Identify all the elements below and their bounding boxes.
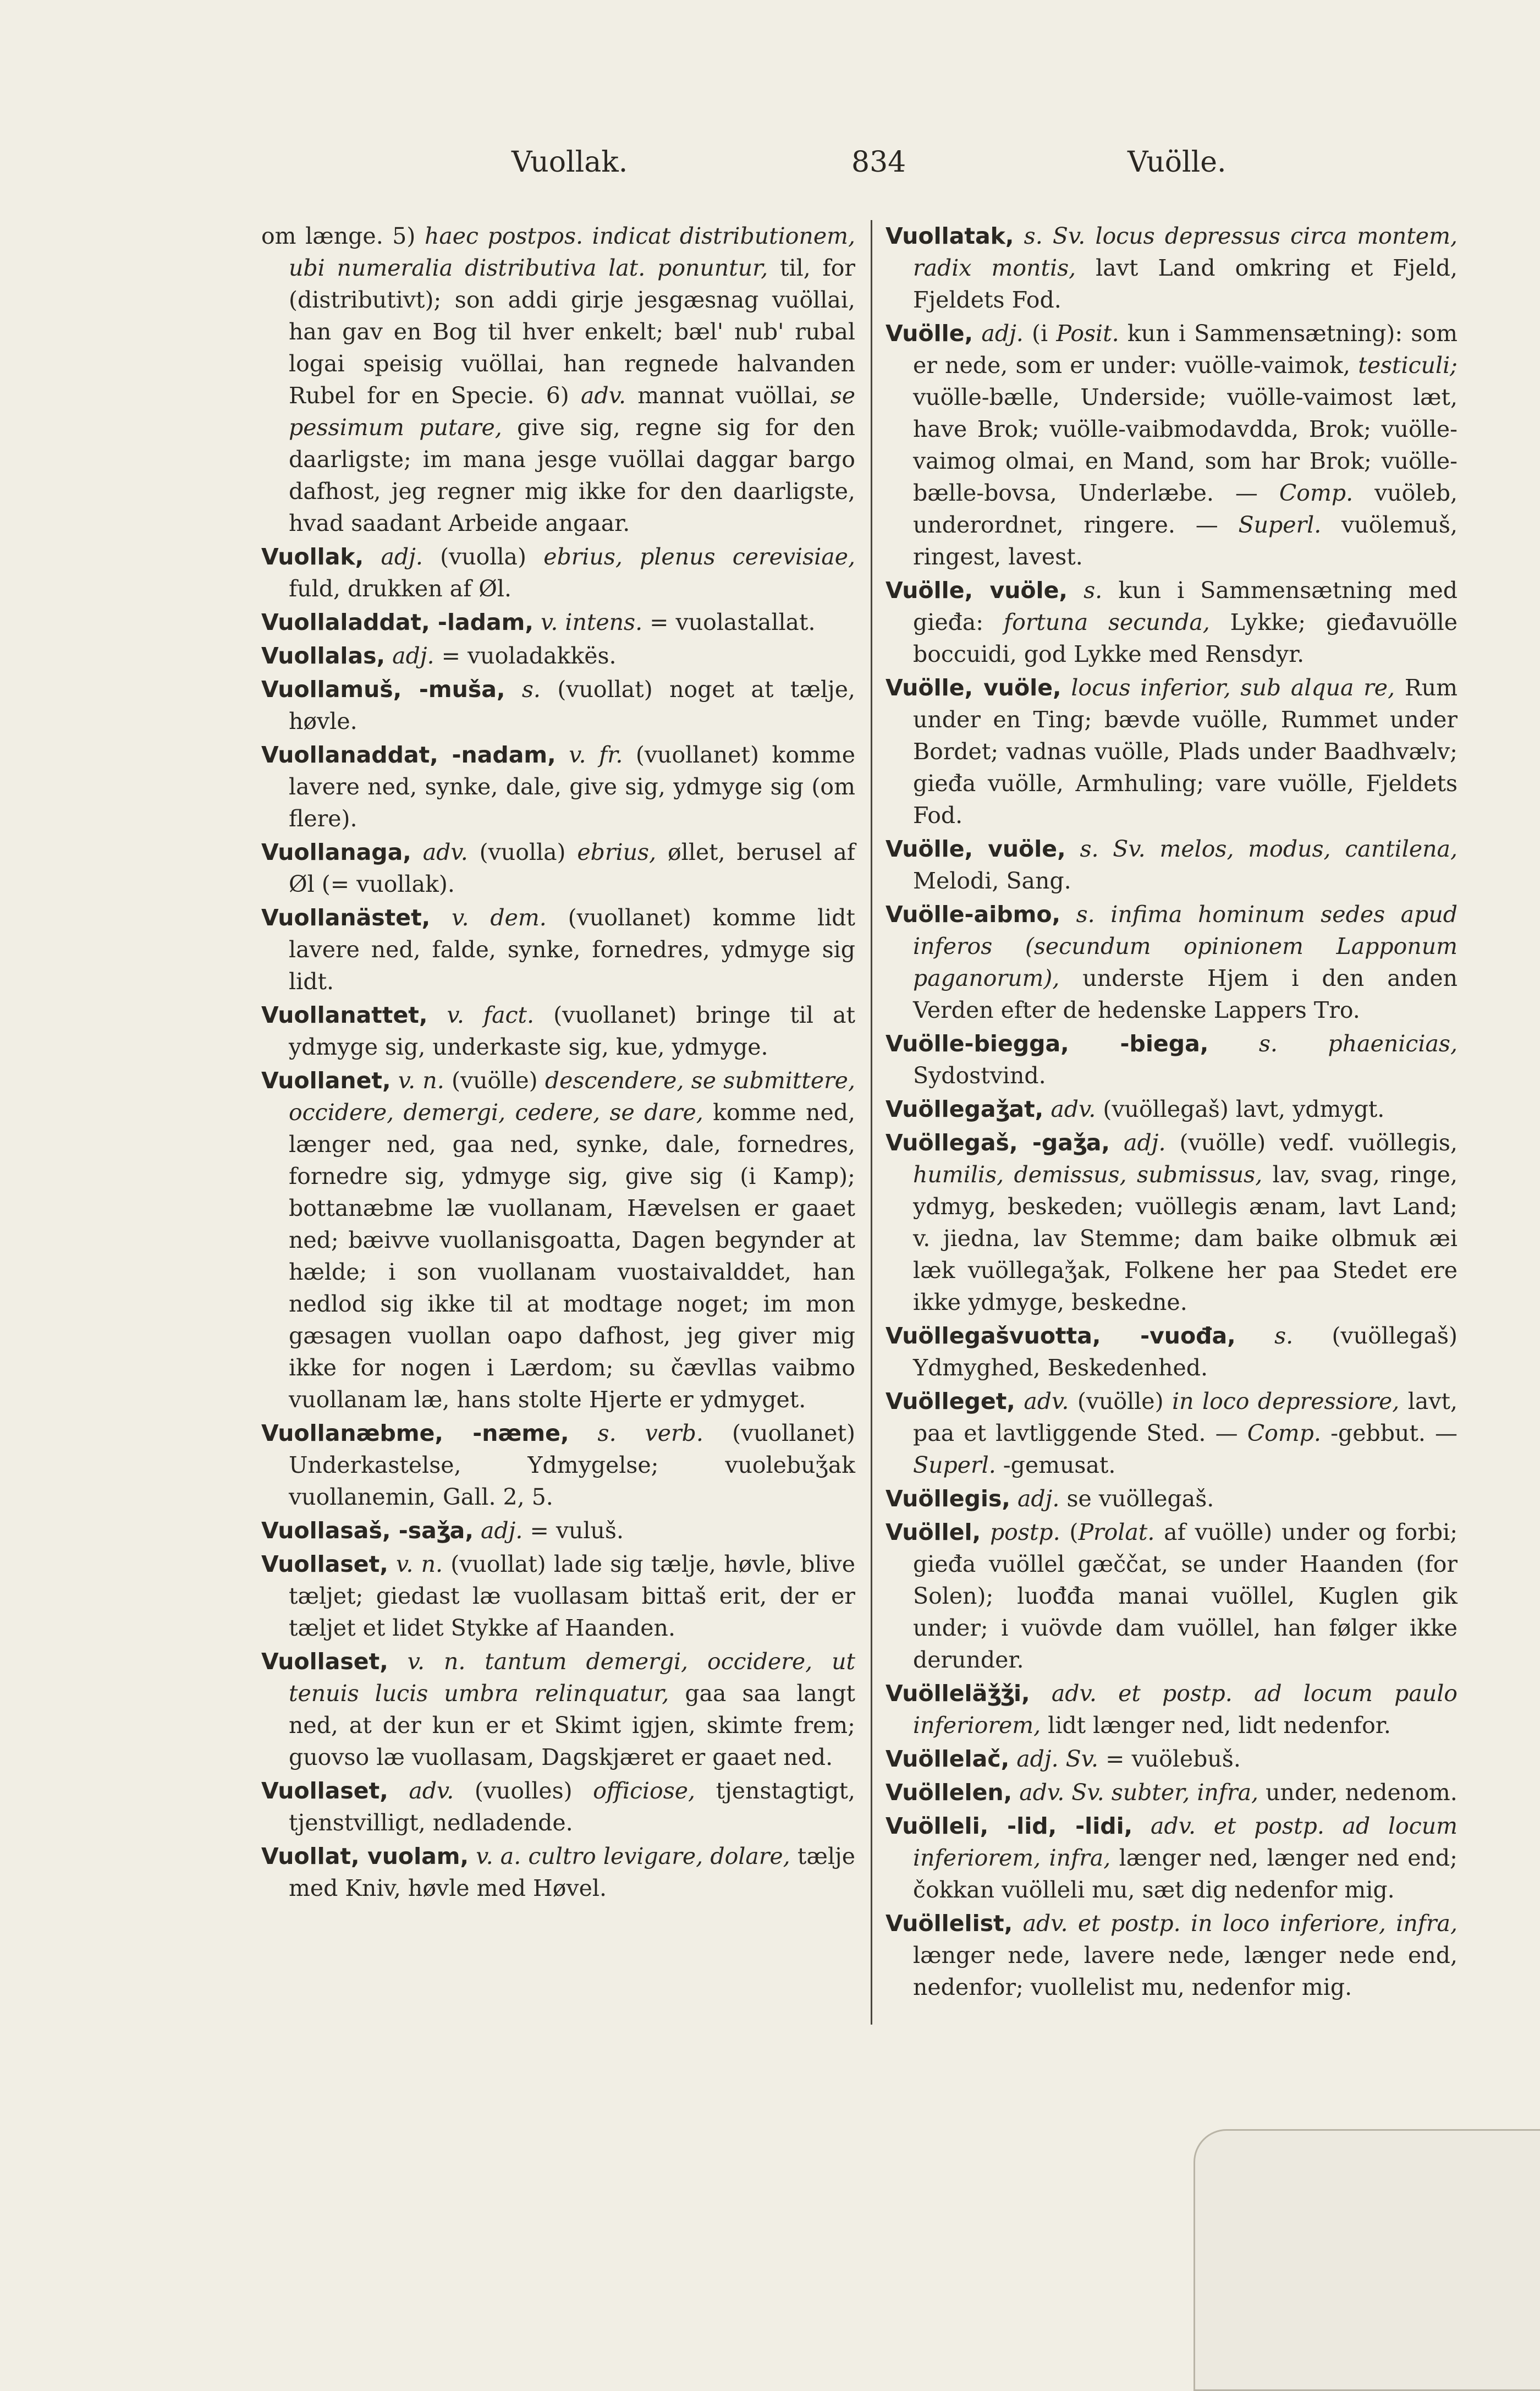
dictionary-entry <box>886 833 1458 897</box>
dictionary-entry <box>886 1810 1458 1906</box>
headword: Vuölle, vuöle, <box>886 674 1062 701</box>
page-number: 834 <box>851 146 906 179</box>
definition-text: om længe. 5) <box>261 223 425 249</box>
latin-gloss: s. <box>1274 1323 1294 1349</box>
left-column <box>261 220 855 1906</box>
latin-gloss: Prolat. <box>1078 1519 1155 1545</box>
headword: Vuöllel, <box>886 1519 981 1545</box>
definition-text: Melodi, Sang. <box>913 868 1071 894</box>
latin-gloss: adv. <box>1050 1096 1096 1122</box>
definition-text: (vuollanet) bringe til at ydmyge sig, underkaste sig, kue, ydmyge. <box>289 1002 855 1060</box>
latin-gloss: v. fr. <box>569 742 623 768</box>
headword: Vuollanæbme, -næme, <box>261 1420 569 1446</box>
latin-gloss: postp. <box>989 1519 1060 1545</box>
latin-gloss: in loco depressiore, <box>1172 1388 1400 1414</box>
definition-text: lavt, paa et lavtliggende Sted. — <box>913 1388 1458 1446</box>
definition-text: øllet, berusel af Øl (= vuollak). <box>289 839 855 897</box>
definition-text: = vuluš. <box>522 1517 624 1544</box>
definition-text: til, for (distributivt); son addi girje jesgæsnag vuöllai, han gav en Bog til hver enkelt; bæl' nub' rubal logai speisig vuöllai, han regnede halvanden Rubel for en Specie. 6) <box>289 255 855 409</box>
definition-text: tælje med Kniv, høvle med Høvel. <box>289 1843 855 1901</box>
definition-text: kun i Sammensætning): som er nede, som er under: vuölle-vaimok, <box>913 320 1458 379</box>
dictionary-entry <box>886 672 1458 831</box>
dictionary-entry <box>886 1776 1458 1808</box>
dictionary-entry <box>886 1516 1458 1676</box>
headword: Vuollaset, <box>261 1778 388 1804</box>
latin-gloss: v. intens. <box>541 609 643 635</box>
latin-gloss: ebrius, plenus cerevisiae, <box>543 544 855 570</box>
definition-text: (vuolla) <box>468 839 578 865</box>
headword: Vuöllegaǯat, <box>886 1096 1044 1122</box>
dictionary-entry <box>886 898 1458 1026</box>
headword: Vuöllegaš, -gaǯa, <box>886 1129 1110 1156</box>
dictionary-entry <box>261 1548 855 1644</box>
latin-gloss: s. <box>1084 577 1103 604</box>
latin-gloss: locus inferior, sub alqua re, <box>1071 674 1395 701</box>
definition-text: (i <box>1023 320 1057 347</box>
latin-gloss: v. fact. <box>447 1002 535 1028</box>
running-head-left: Vuollak. <box>512 146 628 179</box>
headword: Vuollaset, <box>261 1551 388 1577</box>
headword: Vuollaladdat, -ladam, <box>261 609 534 635</box>
headword: Vuölleli, -lid, -lidi, <box>886 1813 1133 1839</box>
headword: Vuollalas, <box>261 643 386 669</box>
headword: Vuölleget, <box>886 1388 1015 1414</box>
latin-gloss: adv. Sv. subter, infra, <box>1019 1779 1259 1806</box>
dictionary-entry <box>261 1515 855 1547</box>
dictionary-entry <box>261 606 855 638</box>
latin-gloss: adv. et postp. ad locum inferiorem, infra, <box>913 1813 1458 1871</box>
definition-text: Sydostvind. <box>913 1062 1046 1089</box>
definition-text: af vuölle) under og forbi; gieđa vuöllel gæččat, se under Haanden (for Solen); luođđa manai vuöllel, Kuglen gik under; i vuövde dam vuöllel, han følger ikke derunder. <box>913 1519 1458 1673</box>
definition-text: Lykke; gieđavuölle boccuidi, god Lykke med Rensdyr. <box>913 609 1458 667</box>
headword: Vuollanet, <box>261 1067 391 1094</box>
definition-text: ( <box>1060 1519 1079 1545</box>
definition-text: fuld, drukken af Øl. <box>289 575 512 602</box>
definition-text: gaa saa langt ned, at der kun er et Skimt igjen, skimte frem; guovso læ vuollasam, Dagskjæret er gaaet ned. <box>289 1680 856 1770</box>
definition-text: (vuölle) <box>444 1067 545 1094</box>
definition-text: længer ned, længer ned end; čokkan vuölleli mu, sæt dig nedenfor mig. <box>913 1845 1458 1903</box>
latin-gloss: v. n. tantum demergi, occidere, ut tenuis lucis umbra relinquatur, <box>289 1648 855 1707</box>
headword: Vuölle-biegga, -biega, <box>886 1030 1209 1057</box>
definition-text: -gebbut. — <box>1321 1420 1458 1446</box>
dictionary-entry <box>886 1127 1458 1318</box>
definition-text: (vuölle) <box>1069 1388 1173 1414</box>
latin-gloss: s. infima hominum sedes apud inferos (secundum opinionem Lapponum paganorum), <box>913 901 1458 991</box>
latin-gloss: adv. <box>580 382 626 409</box>
definition-text: Rum under en Ting; bævde vuölle, Rummet under Bordet; vadnas vuölle, Plads under Baadhvælv; gieđa vuölle, Armhuling; vare vuölle, Fjeldets Fod. <box>913 674 1458 829</box>
latin-gloss: s. <box>521 676 541 703</box>
dictionary-entry <box>261 902 855 997</box>
headword: Vuollanaddat, -nadam, <box>261 742 556 768</box>
definition-text: vuöleb, underordnet, ringere. — <box>913 480 1458 538</box>
latin-gloss: humilis, demissus, submissus, <box>913 1161 1263 1188</box>
latin-gloss: fortuna secunda, <box>1003 609 1210 635</box>
dictionary-entry <box>886 1320 1458 1384</box>
latin-gloss: officiose, <box>593 1778 696 1804</box>
running-head-right: Vuölle. <box>1128 146 1226 179</box>
dictionary-entry <box>261 836 855 900</box>
latin-gloss: adj. <box>981 320 1024 347</box>
definition-text: under, nedenom. <box>1258 1779 1458 1806</box>
latin-gloss: adj. <box>480 1517 523 1544</box>
latin-gloss: ebrius, <box>577 839 657 865</box>
dictionary-entry <box>261 1646 855 1773</box>
latin-gloss: s. Sv. locus depressus circa montem, radix montis, <box>913 223 1458 281</box>
column-divider <box>871 220 872 2025</box>
definition-text: (vuollanet) komme lidt lavere ned, falde, synke, fornedres, ydmyge sig lidt. <box>289 904 855 995</box>
headword: Vuölle, vuöle, <box>886 836 1066 862</box>
definition-text: underste Hjem i den anden Verden efter de hedenske Lappers Tro. <box>913 965 1458 1023</box>
latin-gloss: adj. Sv. <box>1016 1746 1099 1772</box>
dictionary-entry <box>886 1677 1458 1741</box>
definition-text: -gemusat. <box>996 1452 1116 1478</box>
dictionary-entry <box>886 574 1458 670</box>
headword: Vuollanaga, <box>261 839 411 865</box>
definition-text: vuölle-bælle, Underside; vuölle-vaimost læt, have Brok; vuölle-vaibmodavdda, Brok; vuölle-vaimog olmai, en Mand, som har Brok; vuölle-bælle-bovsa, Underlæbe. — <box>913 384 1458 506</box>
headword: Vuöllegašvuotta, -vuođa, <box>886 1323 1236 1349</box>
definition-text: (vuollanet) komme lavere ned, synke, dale, give sig, ydmyge sig (om flere). <box>289 742 855 832</box>
latin-gloss: adv. et postp. in loco inferiore, infra, <box>1022 1910 1458 1937</box>
headword: Vuöllelen, <box>886 1779 1013 1806</box>
latin-gloss: v. n. <box>398 1067 444 1094</box>
latin-gloss: descendere, se submittere, occidere, demergi, cedere, se dare, <box>289 1067 855 1126</box>
headword: Vuölle-aibmo, <box>886 901 1061 928</box>
definition-text: (vuollat) lade sig tælje, høvle, blive tæljet; giedast læ vuollasam bittaš erit, der er tæljet et lidet Stykke af Haanden. <box>289 1551 855 1641</box>
definition-text: lidt længer ned, lidt nedenfor. <box>1041 1712 1391 1739</box>
definition-text: (vuolla) <box>422 544 544 570</box>
latin-gloss: adv. <box>422 839 468 865</box>
headword: Vuollatak, <box>886 223 1014 249</box>
dictionary-entry <box>261 1417 855 1513</box>
definition-text: lavt Land omkring et Fjeld, Fjeldets Fod. <box>913 255 1458 313</box>
latin-gloss: s. Sv. melos, modus, cantilena, <box>1080 836 1458 862</box>
dictionary-entry <box>261 541 855 605</box>
latin-gloss: testiculi; <box>1358 352 1458 379</box>
latin-gloss: v. n. <box>396 1551 443 1577</box>
headword: Vuöllegis, <box>886 1485 1010 1512</box>
latin-gloss: se pessimum putare, <box>289 382 855 441</box>
definition-text: (vuöllegaš) lavt, ydmygt. <box>1096 1096 1385 1122</box>
definition-text: kun i Sammensætning med gieđa: <box>913 577 1458 635</box>
definition-text: (vuolles) <box>454 1778 593 1804</box>
latin-gloss: Posit. <box>1056 320 1119 347</box>
headword: Vuölle, <box>886 320 974 347</box>
headword: Vuollanattet, <box>261 1002 428 1028</box>
latin-gloss: s. verb. <box>597 1420 703 1446</box>
latin-gloss: v. dem. <box>452 904 547 931</box>
latin-gloss: Superl. <box>913 1452 996 1478</box>
latin-gloss: adj. <box>1124 1129 1166 1156</box>
dictionary-entry <box>886 220 1458 316</box>
definition-text: (vuollat) noget at tælje, høvle. <box>289 676 855 734</box>
dictionary-entry <box>261 640 855 672</box>
right-column <box>886 220 1458 2005</box>
latin-gloss: haec postpos. indicat distributionem, ubi numeralia distributiva lat. ponuntur, <box>289 223 855 281</box>
headword: Vuollat, vuolam, <box>261 1843 469 1869</box>
headword: Vuöllelač, <box>886 1746 1010 1772</box>
dictionary-entry <box>886 1907 1458 2003</box>
headword: Vuöllelist, <box>886 1910 1013 1937</box>
definition-text: = vuoladakkës. <box>434 643 617 669</box>
headword: Vuollasaš, -saǯa, <box>261 1517 474 1544</box>
definition-text: lav, svag, ringe, ydmyg, beskeden; vuöllegis ænam, lavt Land; v. jiedna, lav Stemme; dam baike olbmuk æi læk vuöllegaǯak, Folkene her paa Stedet ere ikke ydmyge, beskedne. <box>913 1161 1458 1315</box>
headword: Vuölle, vuöle, <box>886 577 1068 604</box>
dictionary-entry <box>886 317 1458 573</box>
definition-text: = vuölebuš. <box>1098 1746 1241 1772</box>
dictionary-entry <box>886 1093 1458 1125</box>
dictionary-entry <box>261 673 855 737</box>
latin-gloss: Comp. <box>1247 1420 1321 1446</box>
definition-text: (vuöllegaš) Ydmyghed, Beskedenhed. <box>913 1323 1458 1381</box>
dictionary-entry <box>886 1743 1458 1775</box>
definition-text: komme ned, længer ned, gaa ned, synke, dale, fornedres, fornedre sig, ydmyge sig, give sig (i Kamp); bottanæbme læ vuollanam, Hævelsen er gaaet ned; bæivve vuollanisgoatta, Dagen begynder at hælde; i son vuollanam vuostaivalddet, han nedlod sig ikke til at modtage noget; im mon gæsagen vuollan oapo dafhost, jeg giver mig ikke for nogen i Lærdom; su čævllas vaibmo vuollanam læ, hans stolte Hjerte er ydmyget. <box>289 1099 855 1413</box>
dictionary-entry <box>261 999 855 1063</box>
headword: Vuollanästet, <box>261 904 431 931</box>
headword: Vuollak, <box>261 544 364 570</box>
latin-gloss: adv. et postp. ad locum paulo inferiorem, <box>913 1680 1458 1739</box>
latin-gloss: adj. <box>392 643 435 669</box>
latin-gloss: adj. <box>381 544 423 570</box>
dictionary-entry <box>261 1065 855 1416</box>
headword: Vuollamuš, -muša, <box>261 676 505 703</box>
dictionary-entry <box>886 1483 1458 1515</box>
dictionary-entry <box>886 1385 1458 1481</box>
latin-gloss: Superl. <box>1238 512 1322 538</box>
dictionary-entry <box>261 1775 855 1839</box>
dictionary-entry <box>261 220 855 539</box>
latin-gloss: adv. <box>409 1778 454 1804</box>
latin-gloss: v. a. cultro levigare, dolare, <box>476 1843 790 1869</box>
dictionary-entry <box>261 1840 855 1904</box>
latin-gloss: adj. <box>1017 1485 1060 1512</box>
definition-text: (vuollanet) Underkastelse, Ydmygelse; vuolebuǯak vuollanemin, Gall. 2, 5. <box>289 1420 855 1510</box>
definition-text: se vuöllegaš. <box>1059 1485 1214 1512</box>
definition-text: give sig, regne sig for den daarligste; im mana jesge vuöllai daggar bargo dafhost, jeg regner mig ikke for den daarligste, hvad saadant Arbeide angaar. <box>289 414 855 536</box>
latin-gloss: s. phaenicias, <box>1258 1030 1458 1057</box>
definition-text: = vuolastallat. <box>642 609 816 635</box>
headword: Vuölleläǯǯi, <box>886 1680 1030 1707</box>
definition-text: mannat vuöllai, <box>626 382 831 409</box>
definition-text: vuölemuš, ringest, lavest. <box>913 512 1458 570</box>
page-edge-tab <box>1194 2129 1540 2391</box>
definition-text: (vuölle) vedf. vuöllegis, <box>1165 1129 1458 1156</box>
latin-gloss: adv. <box>1024 1388 1069 1414</box>
latin-gloss: Comp. <box>1279 480 1354 506</box>
headword: Vuollaset, <box>261 1648 388 1675</box>
definition-text: tjenstagtigt, tjenstvilligt, nedladende. <box>289 1778 855 1836</box>
definition-text: længer nede, lavere nede, længer nede end, nedenfor; vuollelist mu, nedenfor mig. <box>913 1942 1458 2000</box>
dictionary-entry <box>886 1028 1458 1092</box>
dictionary-entry <box>261 739 855 835</box>
